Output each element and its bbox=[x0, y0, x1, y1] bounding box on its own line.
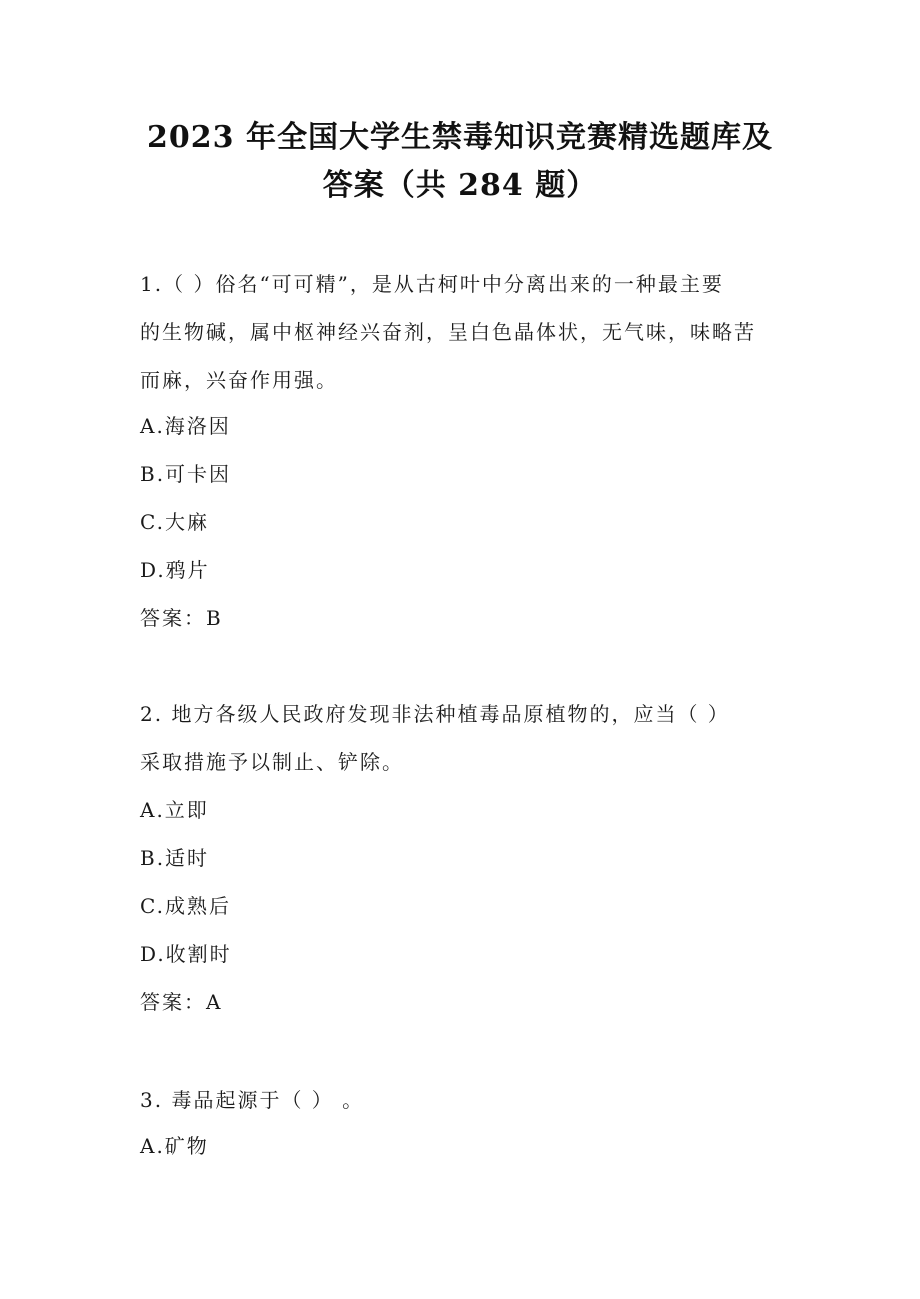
question-1-stem-line-1: 1.（ ）俗名“可可精”，是从古柯叶中分离出来的一种最主要 bbox=[140, 272, 724, 296]
question-2-option-b: B.适时 bbox=[140, 846, 210, 870]
question-1-stem-line-3: 而麻，兴奋作用强。 bbox=[140, 368, 338, 392]
question-2-answer: 答案：A bbox=[140, 990, 223, 1014]
question-1-option-b: B.可卡因 bbox=[140, 462, 232, 486]
question-1-option-a: A.海洛因 bbox=[140, 414, 231, 438]
question-2-stem-line-2: 采取措施予以制止、铲除。 bbox=[140, 750, 404, 774]
question-1-option-d: D.鸦片 bbox=[140, 558, 210, 582]
question-1-answer: 答案：B bbox=[140, 606, 223, 630]
document-title-line-1: 2023 年全国大学生禁毒知识竞赛精选题库及 bbox=[147, 120, 773, 155]
question-2-option-a: A.立即 bbox=[140, 798, 209, 822]
question-3-option-a: A.矿物 bbox=[140, 1134, 209, 1158]
question-2-option-c: C.成熟后 bbox=[140, 894, 231, 918]
question-3-stem-line-1: 3. 毒品起源于（ ） 。 bbox=[140, 1088, 365, 1112]
question-2-stem-line-1: 2. 地方各级人民政府发现非法种植毒品原植物的，应当（ ） bbox=[140, 702, 730, 726]
question-1-option-c: C.大麻 bbox=[140, 510, 209, 534]
question-1-stem-line-2: 的生物碱，属中枢神经兴奋剂，呈白色晶体状，无气味，味略苦 bbox=[140, 320, 756, 344]
document-title-line-2: 答案（共 284 题） bbox=[322, 168, 598, 203]
question-2-option-d: D.收割时 bbox=[140, 942, 232, 966]
